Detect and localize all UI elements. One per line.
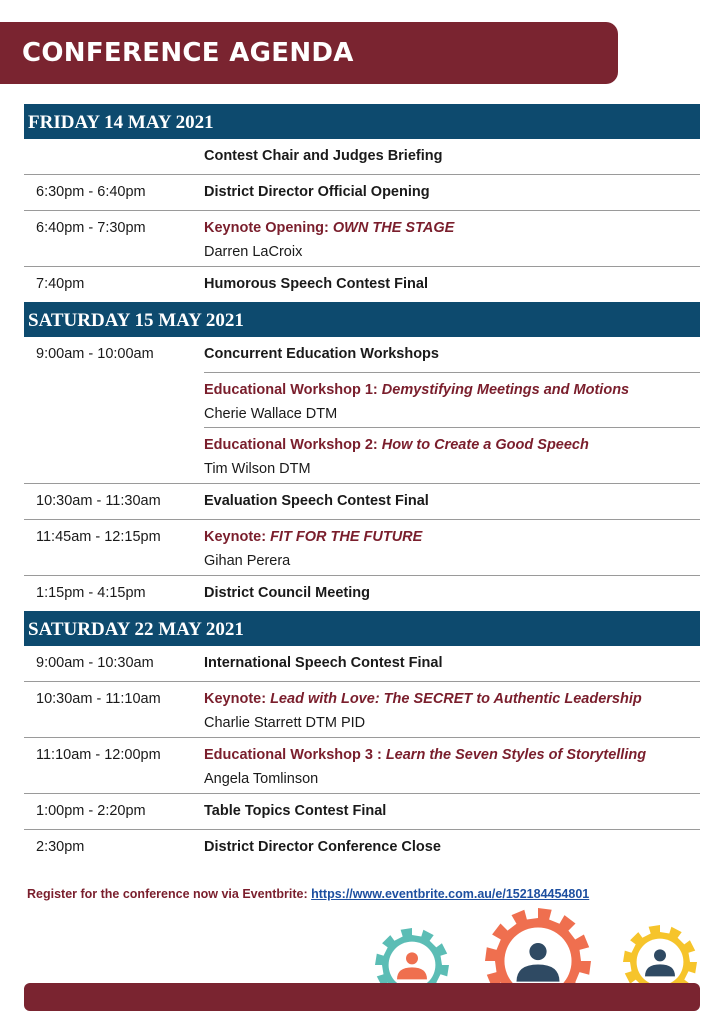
session-time: 10:30am - 11:10am	[36, 691, 161, 707]
session-time: 6:30pm - 6:40pm	[36, 184, 146, 200]
session-title-emphasis: FIT FOR THE FUTURE	[270, 529, 423, 545]
session-title-prefix: District Director Conference Close	[204, 839, 441, 855]
title-banner	[0, 22, 618, 84]
session-time: 1:00pm - 2:20pm	[36, 803, 146, 819]
session-title-prefix: Concurrent Education Workshops	[204, 346, 439, 362]
agenda-row	[24, 682, 700, 738]
session-title-prefix: Educational Workshop 2:	[204, 437, 382, 453]
session-title-prefix: District Council Meeting	[204, 585, 370, 601]
session-title	[204, 794, 700, 829]
session-title-prefix: Humorous Speech Contest Final	[204, 276, 428, 292]
session-item	[204, 267, 700, 302]
session-title-emphasis: Learn the Seven Styles of Storytelling	[385, 747, 647, 763]
session-title	[204, 525, 700, 549]
session-title-prefix: District Director Official Opening	[204, 184, 430, 200]
session-title-prefix: Keynote Opening:	[204, 220, 333, 236]
speaker-name: Tim Wilson DTM	[204, 461, 311, 477]
session-item	[204, 211, 700, 266]
agenda-row	[24, 520, 700, 576]
session-time: 7:40pm	[36, 276, 85, 292]
session-time: 10:30am - 11:30am	[36, 493, 161, 509]
session-title	[204, 216, 700, 240]
agenda-row	[24, 738, 700, 794]
session-item	[204, 428, 700, 483]
session-title	[204, 433, 700, 457]
session-title-prefix: Keynote:	[204, 691, 271, 707]
session-item	[204, 139, 700, 174]
register-line	[27, 887, 589, 901]
speaker-name: Angela Tomlinson	[204, 771, 319, 787]
session-time: 6:40pm - 7:30pm	[36, 220, 146, 236]
session-time: 11:45am - 12:15pm	[36, 529, 161, 545]
session-item	[204, 576, 700, 611]
agenda-row	[24, 794, 700, 830]
page-title: CONFERENCE AGENDA	[22, 38, 354, 68]
day-header: FRIDAY 14 MAY 2021	[24, 104, 700, 139]
session-item	[204, 646, 700, 681]
session-item	[204, 520, 700, 575]
session-title-emphasis: Demystifying Meetings and Motions	[381, 382, 630, 398]
session-title	[204, 576, 700, 611]
agenda-row	[24, 576, 700, 611]
session-title	[204, 687, 700, 711]
speaker-name: Gihan Perera	[204, 553, 291, 569]
session-time: 1:15pm - 4:15pm	[36, 585, 146, 601]
eventbrite-link[interactable]: https://www.eventbrite.com.au/e/152184454801	[311, 887, 590, 901]
session-time	[24, 139, 204, 174]
session-title-prefix: Table Topics Contest Final	[204, 803, 387, 819]
session-title-prefix: International Speech Contest Final	[204, 655, 443, 671]
agenda-row	[24, 337, 700, 484]
session-time: 9:00am - 10:30am	[36, 655, 154, 671]
gear-person-orange-icon	[482, 905, 594, 995]
agenda-row	[24, 830, 700, 865]
session-title-prefix: Contest Chair and Judges Briefing	[204, 148, 443, 164]
session-time: 11:10am - 12:00pm	[36, 747, 161, 763]
session-title	[204, 646, 700, 681]
day-header: SATURDAY 22 MAY 2021	[24, 611, 700, 646]
session-title	[204, 175, 700, 210]
session-time: 9:00am - 10:00am	[36, 346, 154, 362]
agenda-row	[24, 484, 700, 520]
session-title-prefix: Keynote:	[204, 529, 271, 545]
session-item	[204, 373, 700, 428]
speaker-name: Charlie Starrett DTM PID	[204, 715, 366, 731]
session-title-emphasis: Lead with Love: The SECRET to Authentic Leadership	[270, 691, 642, 707]
session-title-prefix: Educational Workshop 1:	[204, 382, 382, 398]
session-item	[204, 794, 700, 829]
register-text: Register for the conference now via Eventbrite:	[27, 887, 312, 901]
footer-bar	[24, 983, 700, 1011]
session-title	[204, 378, 700, 402]
agenda-row	[24, 646, 700, 682]
session-item	[204, 830, 700, 865]
speaker-name: Cherie Wallace DTM	[204, 406, 338, 422]
agenda-row	[24, 211, 700, 267]
session-item	[204, 484, 700, 519]
session-item	[204, 682, 700, 737]
session-title-prefix: Evaluation Speech Contest Final	[204, 493, 429, 509]
session-title	[204, 743, 700, 767]
agenda-row	[24, 267, 700, 302]
agenda-row	[24, 175, 700, 211]
session-title	[204, 139, 700, 174]
session-item	[204, 738, 700, 793]
session-title	[204, 484, 700, 519]
session-title	[204, 337, 700, 372]
session-time: 2:30pm	[36, 839, 85, 855]
session-title	[204, 267, 700, 302]
session-title-prefix: Educational Workshop 3 :	[204, 747, 386, 763]
session-item	[204, 175, 700, 210]
agenda-row	[24, 139, 700, 175]
session-title-emphasis: OWN THE STAGE	[332, 220, 455, 236]
speaker-name: Darren LaCroix	[204, 244, 303, 260]
session-title-emphasis: How to Create a Good Speech	[381, 437, 589, 453]
agenda-table	[24, 104, 700, 865]
session-item	[204, 337, 700, 373]
gear-person-yellow-icon	[620, 922, 700, 992]
session-title	[204, 830, 700, 865]
day-header: SATURDAY 15 MAY 2021	[24, 302, 700, 337]
